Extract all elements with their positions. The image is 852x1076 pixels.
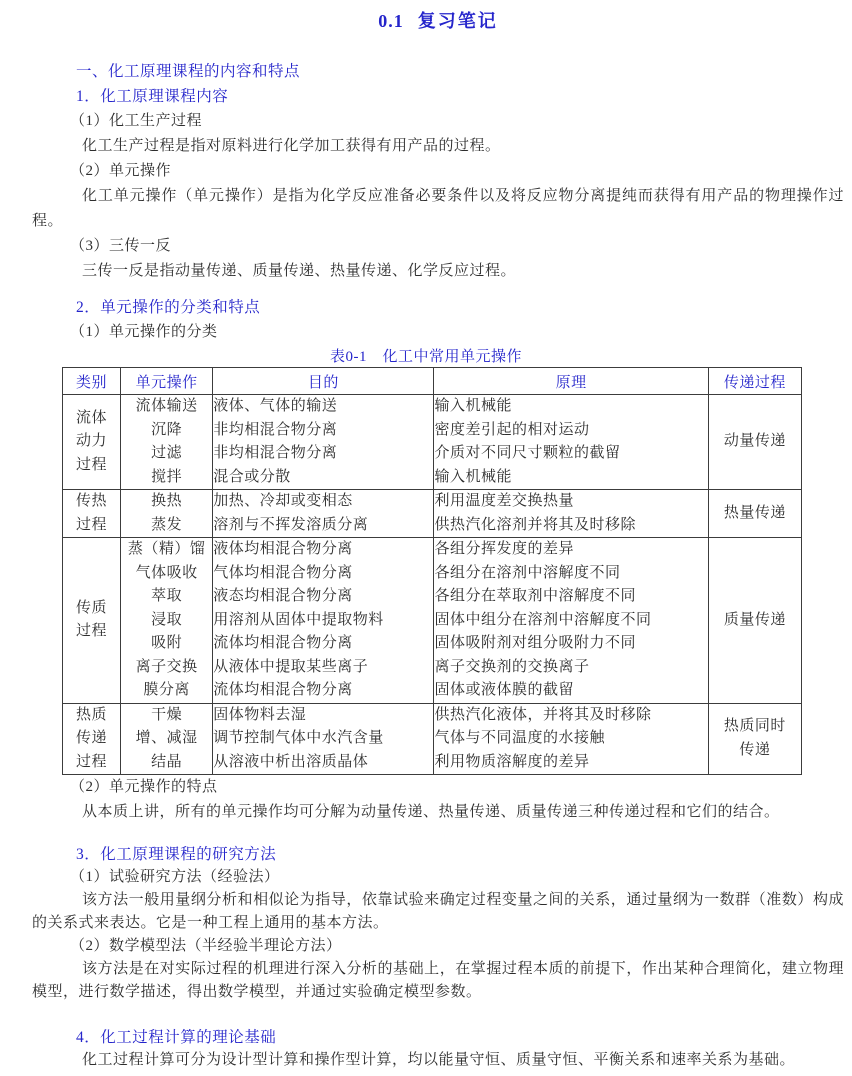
transfer-cell-line: 动量传递 bbox=[723, 433, 786, 450]
principle-cell bbox=[434, 538, 708, 704]
category-cell-line: 流体 bbox=[76, 409, 108, 426]
operation-cell-line: 搅拌 bbox=[151, 468, 183, 485]
principle-cell-line: 供热汽化溶剂并将其及时移除 bbox=[434, 516, 636, 533]
sub1-heading: 1．化工原理课程内容 bbox=[76, 88, 229, 105]
category-cell bbox=[63, 538, 121, 704]
purpose-cell-line: 调节控制气体中水汽含量 bbox=[213, 730, 384, 746]
principle-cell-line: 输入机械能 bbox=[434, 468, 512, 485]
table-group-row bbox=[63, 538, 802, 704]
principle-cell-line: 输入机械能 bbox=[434, 398, 512, 414]
header-category: 类别 bbox=[63, 368, 121, 395]
transfer-cell bbox=[708, 395, 801, 490]
principle-cell-line: 介质对不同尺寸颗粒的截留 bbox=[434, 445, 621, 461]
section1-heading: 一、化工原理课程的内容和特点 bbox=[76, 63, 301, 80]
transfer-cell-line: 热质同时 bbox=[723, 718, 786, 735]
title-text: 复习笔记 bbox=[417, 11, 498, 31]
operation-cell-line: 换热 bbox=[151, 493, 183, 509]
operation-cell-line: 萃取 bbox=[151, 588, 183, 604]
purpose-cell-line: 液态均相混合物分离 bbox=[213, 588, 353, 604]
purpose-cell-line: 从液体中提取某些离子 bbox=[213, 658, 369, 675]
page-title bbox=[32, 8, 844, 32]
principle-cell-line: 密度差引起的相对运动 bbox=[434, 421, 590, 438]
header-purpose: 目的 bbox=[213, 368, 434, 395]
operation-cell-line: 蒸（精）馏 bbox=[127, 541, 206, 557]
category-cell-line: 过程 bbox=[76, 456, 108, 473]
table-group-row bbox=[63, 490, 802, 538]
sub2-item2-label: （2）单元操作的特点 bbox=[70, 779, 218, 795]
table-caption: 表0-1 化工中常用单元操作 bbox=[330, 349, 522, 365]
operation-cell-line: 吸附 bbox=[151, 635, 183, 651]
category-cell-line: 热质 bbox=[76, 706, 108, 723]
transfer-cell bbox=[708, 490, 801, 538]
item1-label: （1）化工生产过程 bbox=[70, 113, 203, 129]
purpose-cell-line: 气体均相混合物分离 bbox=[213, 564, 353, 581]
table-header-row bbox=[63, 368, 802, 395]
category-cell-line: 动力 bbox=[76, 433, 108, 450]
purpose-cell-line: 液体均相混合物分离 bbox=[213, 541, 353, 557]
sub2-item1-label: （1）单元操作的分类 bbox=[70, 324, 218, 340]
purpose-cell bbox=[213, 703, 434, 775]
category-cell bbox=[63, 395, 121, 490]
operation-cell bbox=[121, 703, 213, 775]
purpose-cell-line: 混合或分散 bbox=[213, 468, 291, 485]
purpose-cell-line: 加热、冷却或变相态 bbox=[213, 493, 353, 509]
operation-cell bbox=[121, 538, 213, 704]
sub3-item1-paragraph: 该方法一般用量纲分析和相似论为指导，依靠试验来确定过程变量之间的关系，通过量纲为一数群（准数）构成的关系式来表达。它是一种工程上通用的基本方法。 bbox=[32, 892, 844, 931]
principle-cell-line: 各组分在溶剂中溶解度不同 bbox=[434, 564, 621, 581]
principle-cell-line: 供热汽化液体，并将其及时移除 bbox=[434, 706, 652, 723]
purpose-cell bbox=[213, 538, 434, 704]
principle-cell-line: 固体吸附剂对组分吸附力不同 bbox=[434, 635, 636, 651]
transfer-cell-line: 热量传递 bbox=[723, 504, 786, 521]
sub4-heading: 4．化工过程计算的理论基础 bbox=[76, 1029, 277, 1046]
sub3-item2-label: （2）数学模型法（半经验半理论方法） bbox=[70, 938, 342, 954]
purpose-cell bbox=[213, 490, 434, 538]
sub4-paragraph: 化工过程计算可分为设计型计算和操作型计算，均以能量守恒、质量守恒、平衡关系和速率关系为基础。 bbox=[82, 1052, 796, 1068]
operation-cell-line: 离子交换 bbox=[135, 658, 198, 675]
title-section-number: 0.1 bbox=[378, 11, 404, 31]
header-transfer: 传递过程 bbox=[708, 368, 801, 395]
purpose-cell-line: 非均相混合物分离 bbox=[213, 445, 338, 461]
operation-cell-line: 结晶 bbox=[151, 753, 183, 770]
unit-operations-table bbox=[62, 367, 802, 775]
principle-cell bbox=[434, 395, 708, 490]
category-cell-line: 传递 bbox=[76, 730, 108, 746]
operation-cell-line: 干燥 bbox=[151, 706, 183, 723]
purpose-cell-line: 液体、气体的输送 bbox=[213, 398, 338, 414]
operation-cell-line: 气体吸收 bbox=[135, 564, 198, 581]
transfer-cell bbox=[708, 703, 801, 775]
principle-cell-line: 固体或液体膜的截留 bbox=[434, 682, 574, 698]
transfer-cell-line: 传递 bbox=[739, 741, 771, 758]
purpose-cell bbox=[213, 395, 434, 490]
purpose-cell-line: 固体物料去湿 bbox=[213, 706, 307, 723]
item3-paragraph: 三传一反是指动量传递、质量传递、热量传递、化学反应过程。 bbox=[82, 263, 517, 279]
principle-cell-line: 离子交换剂的交换离子 bbox=[434, 658, 590, 675]
operation-cell-line: 沉降 bbox=[151, 421, 183, 438]
purpose-cell-line: 非均相混合物分离 bbox=[213, 421, 338, 438]
category-cell-line: 传质 bbox=[76, 599, 108, 616]
category-cell-line: 传热 bbox=[76, 493, 108, 509]
principle-cell-line: 固体中组分在溶剂中溶解度不同 bbox=[434, 611, 652, 628]
table-group-row bbox=[63, 703, 802, 775]
purpose-cell-line: 从溶液中析出溶质晶体 bbox=[213, 753, 369, 770]
category-cell bbox=[63, 490, 121, 538]
sub3-item2-paragraph: 该方法是在对实际过程的机理进行深入分析的基础上，在掌握过程本质的前提下，作出某种合理简化，建立物理模型，进行数学描述，得出数学模型，并通过实验确定模型参数。 bbox=[32, 961, 844, 1000]
principle-cell-line: 各组分挥发度的差异 bbox=[434, 541, 574, 557]
operation-cell bbox=[121, 490, 213, 538]
sub3-heading: 3．化工原理课程的研究方法 bbox=[76, 846, 277, 863]
category-cell-line: 过程 bbox=[76, 623, 108, 640]
operation-cell-line: 蒸发 bbox=[151, 516, 183, 533]
item2-paragraph: 化工单元操作（单元操作）是指为化学反应准备必要条件以及将反应物分离提纯而获得有用产品的物理操作过程。 bbox=[32, 188, 844, 229]
principle-cell-line: 利用物质溶解度的差异 bbox=[434, 753, 590, 770]
item2-label: （2）单元操作 bbox=[70, 163, 172, 179]
transfer-cell-line: 质量传递 bbox=[723, 611, 786, 628]
transfer-cell bbox=[708, 538, 801, 704]
sub2-heading: 2．单元操作的分类和特点 bbox=[76, 299, 261, 316]
operation-cell bbox=[121, 395, 213, 490]
category-cell-line: 过程 bbox=[76, 753, 108, 770]
sub2-item2-paragraph: 从本质上讲，所有的单元操作均可分解为动量传递、热量传递、质量传递三种传递过程和它们的结合。 bbox=[82, 804, 780, 820]
purpose-cell-line: 用溶剂从固体中提取物料 bbox=[213, 611, 384, 628]
category-cell-line: 过程 bbox=[76, 516, 108, 533]
purpose-cell-line: 溶剂与不挥发溶质分离 bbox=[213, 516, 369, 533]
principle-cell-line: 利用温度差交换热量 bbox=[434, 493, 574, 509]
principle-cell bbox=[434, 703, 708, 775]
principle-cell-line: 气体与不同温度的水接触 bbox=[434, 730, 605, 746]
sub3-item1-label: （1）试验研究方法（经验法） bbox=[70, 869, 280, 885]
header-operation: 单元操作 bbox=[121, 368, 213, 395]
operation-cell-line: 膜分离 bbox=[143, 682, 190, 698]
purpose-cell-line: 流体均相混合物分离 bbox=[213, 635, 353, 651]
principle-cell bbox=[434, 490, 708, 538]
item3-label: （3）三传一反 bbox=[70, 238, 172, 254]
operation-cell-line: 过滤 bbox=[151, 445, 183, 461]
principle-cell-line: 各组分在萃取剂中溶解度不同 bbox=[434, 588, 636, 604]
item1-paragraph: 化工生产过程是指对原料进行化学加工获得有用产品的过程。 bbox=[82, 138, 501, 154]
table-group-row bbox=[63, 395, 802, 490]
header-principle: 原理 bbox=[434, 368, 708, 395]
category-cell bbox=[63, 703, 121, 775]
purpose-cell-line: 流体均相混合物分离 bbox=[213, 682, 353, 698]
operation-cell-line: 增、减湿 bbox=[135, 730, 198, 746]
operation-cell-line: 浸取 bbox=[151, 611, 183, 628]
operation-cell-line: 流体输送 bbox=[135, 398, 198, 414]
unit-ops-table-body bbox=[63, 395, 802, 775]
